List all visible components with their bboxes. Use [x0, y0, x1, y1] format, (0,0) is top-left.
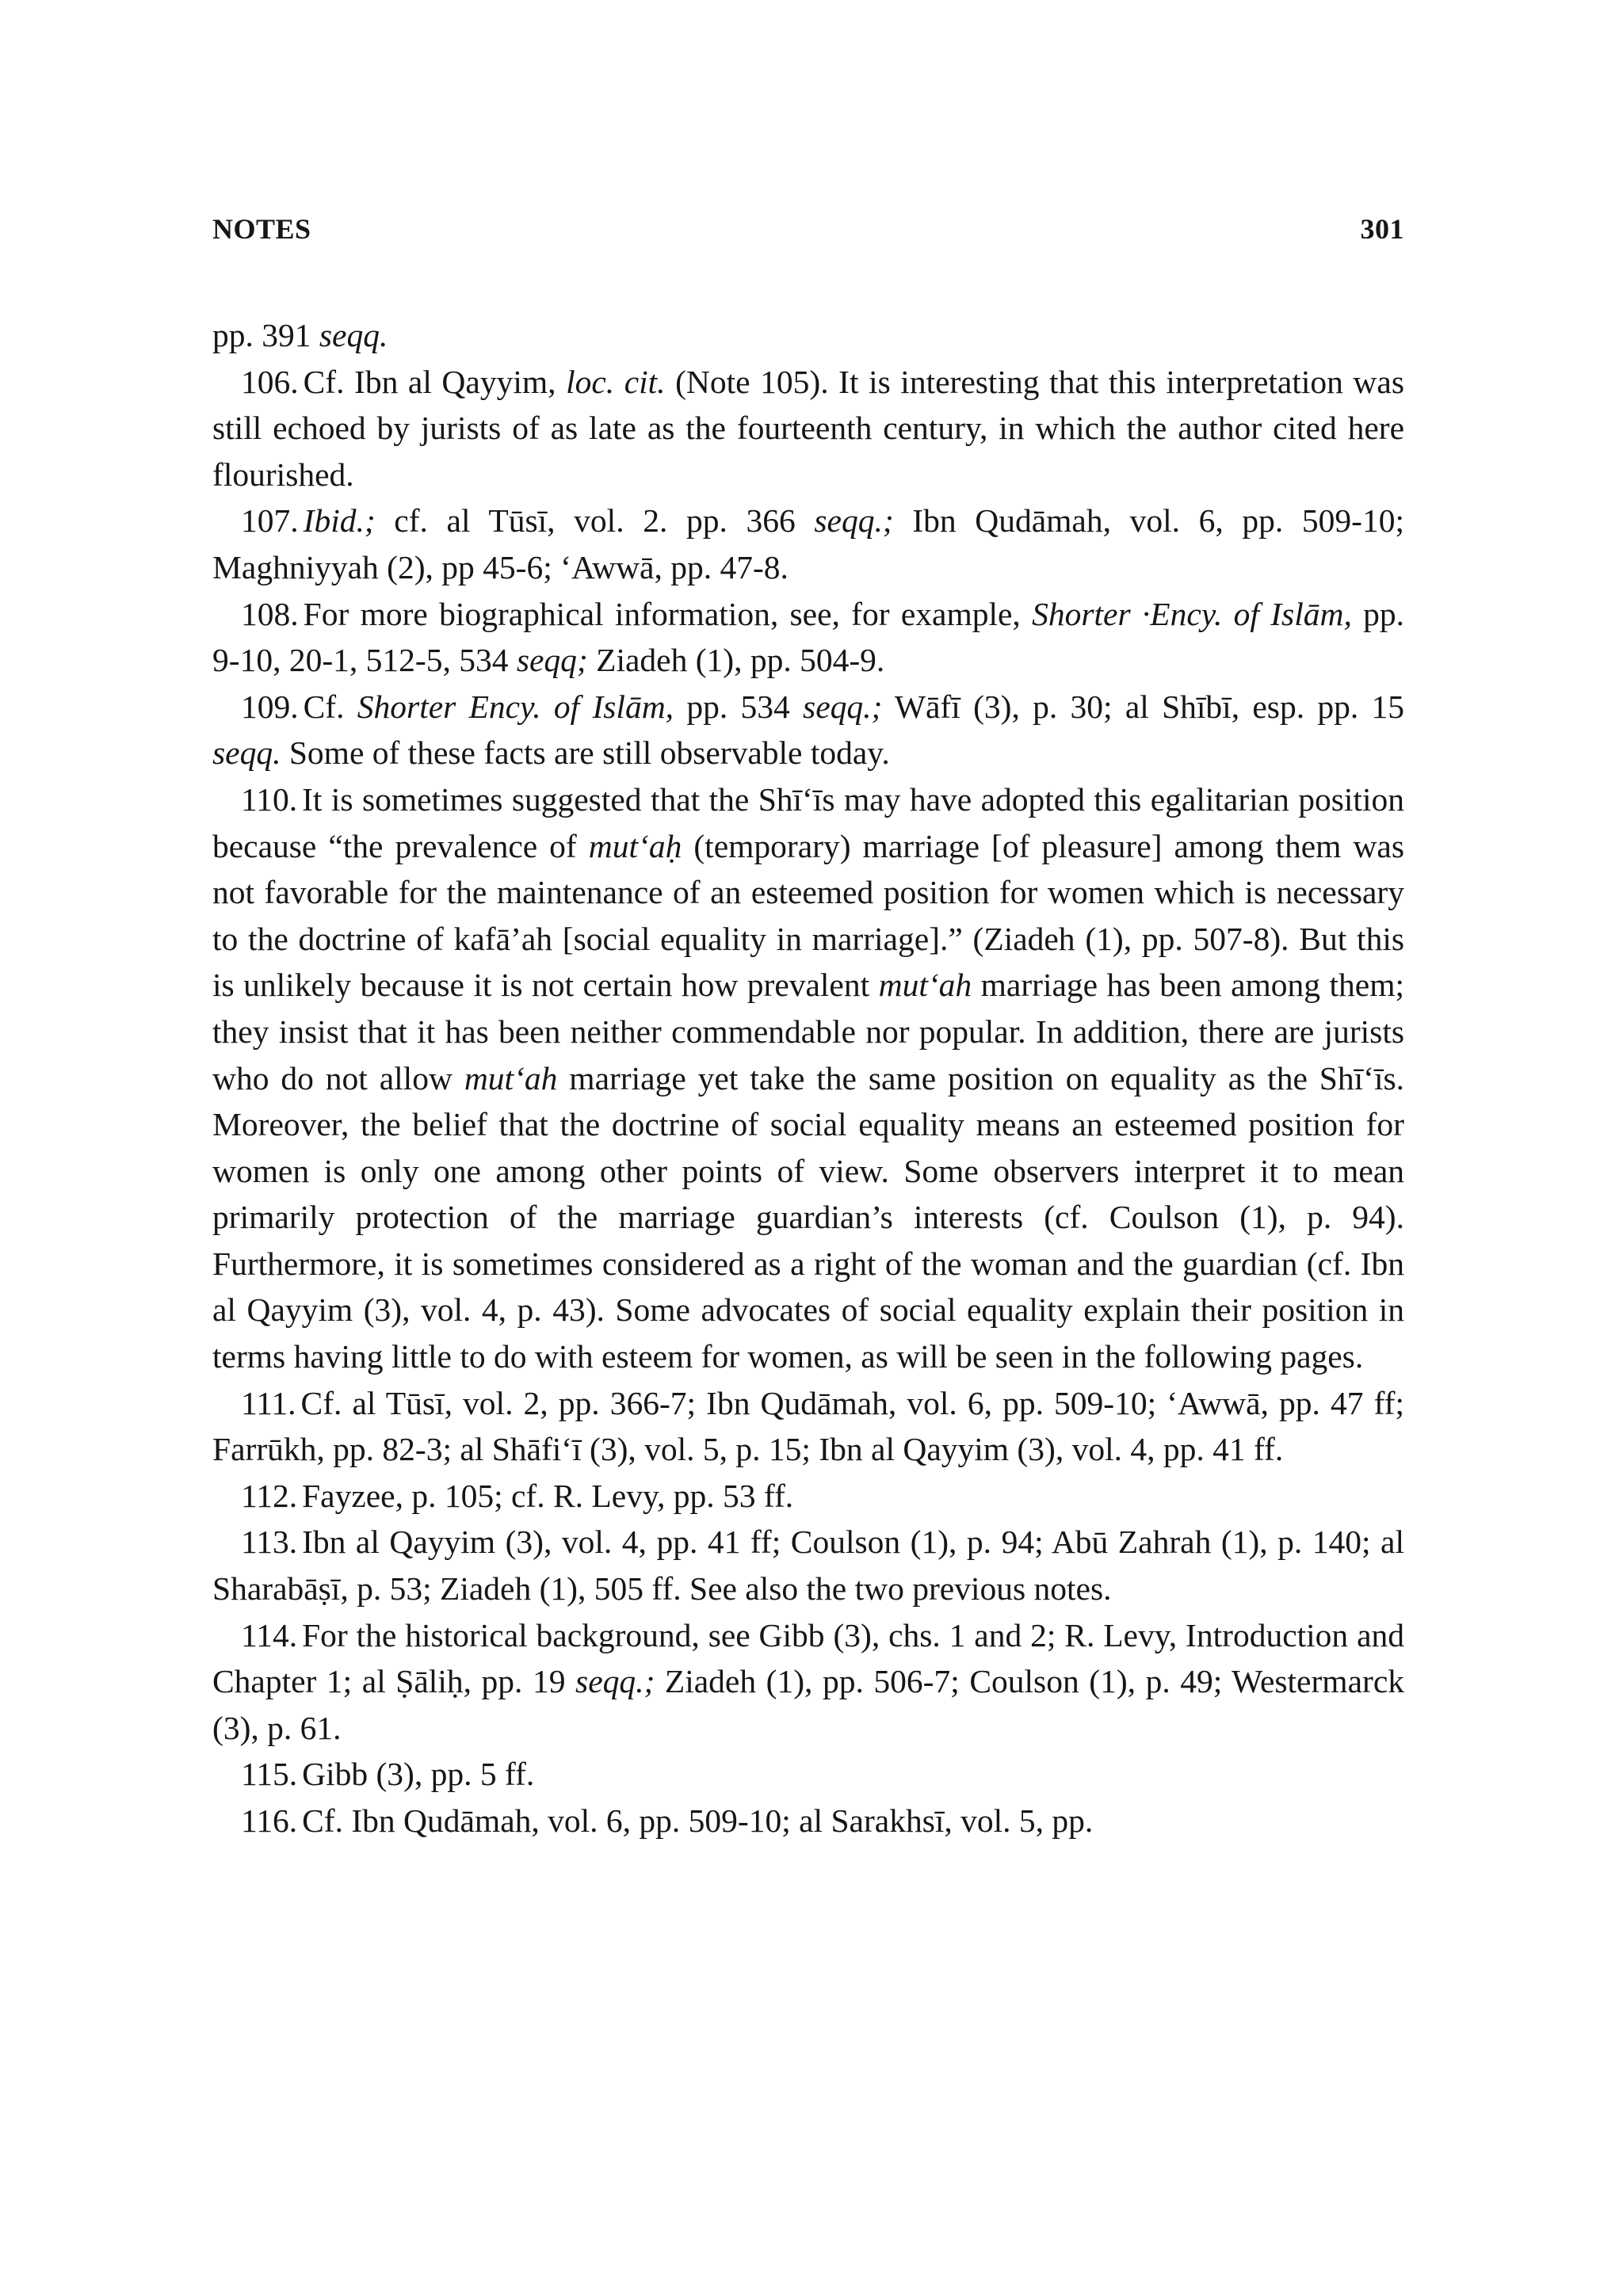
note-text: Cf.	[303, 688, 357, 725]
note-number: 107.	[241, 502, 299, 540]
note-italic-text: seqq;	[516, 642, 588, 679]
note-text: Ibn al Qayyim (3), vol. 4, pp. 41 ff; Coulson (1), p. 94; Abū Zahrah (1), p. 140; al Sharabāṣī, p. 53; Ziadeh (1), 505 ff. See also the two previous notes.	[212, 1524, 1404, 1608]
note-text: Some of these facts are still observable today.	[281, 734, 890, 772]
note-text: pp. 9-10, 20-1, 512-5, 534	[212, 595, 1405, 679]
note-number: 108.	[241, 595, 299, 632]
note-108	[212, 591, 1404, 684]
note-text: For more biographical information, see, for example,	[303, 595, 1033, 632]
note-italic-text: mut‘ah	[464, 1059, 558, 1097]
note-text: Wāfī (3), p. 30; al Shībī, esp. pp. 15	[882, 688, 1405, 725]
note-text: (Note 105). It is interesting that this interpretation was still echoed by jurists of as late as the fourteenth century, in which the author cited here flourished.	[212, 363, 1404, 493]
continuation-italic: seqq.	[319, 317, 388, 353]
note-number: 112.	[241, 1477, 298, 1514]
continuation-text: pp. 391	[212, 317, 319, 353]
note-115	[212, 1751, 1404, 1798]
note-italic-text: loc. cit.	[566, 363, 666, 400]
note-italic-text: seqq.;	[814, 502, 894, 540]
note-111	[212, 1380, 1404, 1473]
note-116	[212, 1798, 1404, 1844]
note-110	[212, 776, 1404, 1380]
note-text: cf. al Tūsī, vol. 2. pp. 366	[375, 502, 815, 540]
note-number: 111.	[241, 1384, 296, 1421]
note-text: Fayzee, p. 105; cf. R. Levy, pp. 53 ff.	[302, 1477, 794, 1514]
running-head	[212, 212, 1404, 246]
note-113	[212, 1519, 1404, 1611]
note-text: marriage has been among them; they insist that it has been neither commendable nor popular. In addition, there are jurists who do not allow	[212, 967, 1404, 1097]
note-106	[212, 359, 1404, 498]
note-text: Ziadeh (1), pp. 506-7; Coulson (1), p. 49; Westermarck (3), p. 61.	[212, 1663, 1404, 1746]
continuation-line	[212, 312, 1404, 359]
note-text: Cf. Ibn al Qayyim,	[303, 363, 567, 400]
note-number: 115.	[241, 1756, 298, 1793]
notes-body	[212, 312, 1404, 1844]
note-number: 110.	[241, 780, 298, 818]
note-112	[212, 1473, 1404, 1520]
note-text: pp. 534	[674, 688, 804, 725]
note-text: For the historical background, see Gibb (3), chs. 1 and 2; R. Levy, Introduction and Chapter 1; al Ṣāliḥ, pp. 19	[212, 1616, 1404, 1700]
note-text: Ibn Qudāmah, vol. 6, pp. 509-10; Maghniyyah (2), pp 45-6; ‘Awwā, pp. 47-8.	[212, 502, 1405, 585]
page-number: 301	[1360, 213, 1404, 245]
note-109	[212, 684, 1404, 776]
note-text: Cf. Ibn Qudāmah, vol. 6, pp. 509-10; al Sarakhsī, vol. 5, pp.	[302, 1802, 1094, 1839]
book-page	[212, 212, 1404, 1844]
note-italic-text: Ibid.;	[303, 502, 376, 540]
note-italic-text: seqq.;	[575, 1663, 655, 1700]
note-text: (temporary) marriage [of pleasure] among them was not favorable for the maintenance of an esteemed position for women which is necessary to the doctrine of kafā’ah [social equality in marriage].” (Ziadeh (1), pp. 507-8). But this is unlikely because it is not certain how prevalent	[212, 827, 1404, 1004]
note-italic-text: seqq.;	[803, 688, 883, 725]
note-italic-text: mut‘aḥ	[588, 827, 682, 864]
note-number: 116.	[241, 1802, 298, 1839]
note-number: 113.	[241, 1524, 298, 1561]
note-text: Ziadeh (1), pp. 504-9.	[587, 642, 885, 679]
section-title: NOTES	[212, 213, 311, 245]
note-italic-text: Shorter Ency. of Islām,	[357, 688, 674, 725]
note-114	[212, 1612, 1404, 1752]
note-italic-text: seqq.	[212, 734, 281, 772]
note-text: Gibb (3), pp. 5 ff.	[302, 1756, 535, 1793]
note-number: 109.	[241, 688, 299, 725]
note-italic-text: mut‘ah	[878, 967, 972, 1004]
note-italic-text: Shorter ·Ency. of Islām,	[1032, 595, 1352, 632]
note-text: It is sometimes suggested that the Shī‘īs may have adopted this egalitarian position because “the prevalence of	[212, 780, 1404, 864]
note-number: 114.	[241, 1616, 298, 1653]
note-text: marriage yet take the same position on equality as the Shī‘īs. Moreover, the belief that the doctrine of social equality means an esteemed position for women is only one among other points of view. Some observers interpret it to mean primarily protection of the marriage guardian’s interests (cf. Coulson (1), p. 94). Furthermore, it is sometimes considered as a right of the woman and the guardian (cf. Ibn al Qayyim (3), vol. 4, p. 43). Some advocates of social equality explain their position in terms having little to do with esteem for women, as will be seen in the following pages.	[212, 1059, 1404, 1375]
note-107	[212, 498, 1404, 590]
note-number: 106.	[241, 363, 299, 400]
note-text: Cf. al Tūsī, vol. 2, pp. 366-7; Ibn Qudāmah, vol. 6, pp. 509-10; ‘Awwā, pp. 47 ff; Farrūkh, pp. 82-3; al Shāfi‘ī (3), vol. 5, p. 15; Ibn al Qayyim (3), vol. 4, pp. 41 ff.	[212, 1384, 1404, 1468]
